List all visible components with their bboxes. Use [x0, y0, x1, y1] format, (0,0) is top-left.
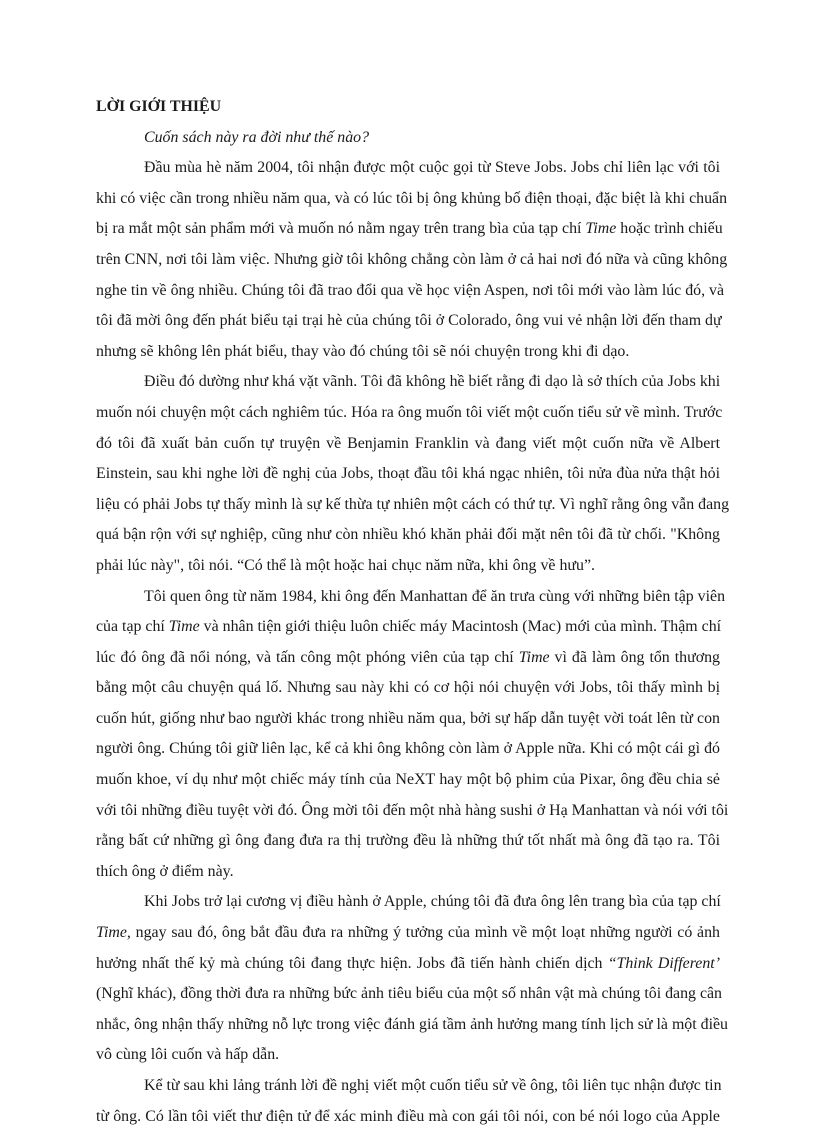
text-line: [96, 520, 720, 551]
text-run: vô cùng lôi cuốn và hấp dẫn.: [96, 1046, 280, 1064]
text-line: [96, 826, 720, 857]
text-run: bị ra mắt một sản phẩm mới và muốn nó nằm ngay trên trang bìa của tạp chí: [96, 220, 586, 238]
text-line: [96, 918, 720, 949]
text-run: liệu có phải Jobs tự thấy mình là sự kế thừa tự nhiên một cách có thứ tự. Vì nghĩ rằng ông vẫn đang: [96, 495, 730, 513]
text-run: nhưng sẽ không lên phát biểu, thay vào đó chúng tôi sẽ nói chuyện trong khi đi dạo.: [96, 342, 630, 360]
text-run: khi có việc cần trong nhiều năm qua, và có lúc tôi bị ông khủng bố điện thoại, đặc biệt là khi chuẩn: [96, 189, 728, 207]
text-line: [96, 796, 729, 827]
text-run: Tôi quen ông từ năm 1984, khi ông đến Manhattan để ăn trưa cùng với những biên tập viên: [144, 587, 726, 605]
text-line: [96, 765, 720, 796]
text-run: nghe tin về ông nhiều. Chúng tôi đã trao đổi qua về học viện Aspen, nơi tôi mới vào làm lúc đó, và: [96, 281, 725, 299]
text-run: rằng bất cứ những gì ông đang đưa ra thị trường đều là những thứ tốt nhất mà ông đã tạo ra. Tôi: [96, 832, 720, 850]
text-line: [96, 337, 720, 368]
chapter-heading: LỜI GIỚI THIỆU: [96, 98, 222, 115]
italic-text: Time: [518, 648, 550, 666]
text-run: Đầu mùa hè năm 2004, tôi nhận được một cuộc gọi từ Steve Jobs. Jobs chỉ liên lạc với tôi: [144, 159, 720, 177]
text-line: [96, 551, 720, 582]
text-run: bằng một câu chuyện quá lố. Nhưng sau này khi có cơ hội nói chuyện với Jobs, tôi thấy mình bị: [96, 679, 720, 697]
text-line: [96, 704, 720, 735]
text-run: đó tôi đã xuất bản cuốn tự truyện về Benjamin Franklin và đang viết một cuốn nữa về Albert: [96, 434, 720, 452]
text-line: [96, 612, 720, 643]
text-line: [96, 949, 720, 980]
text-run: tôi đã mời ông đến phát biểu tại trại hè của chúng tôi ở Colorado, ông vui vẻ nhận lời đến tham dự: [96, 312, 722, 330]
text-line: [96, 1010, 729, 1041]
chapter-subtitle: Cuốn sách này ra đời như thế nào?: [144, 128, 370, 146]
paragraph: [96, 887, 729, 1071]
text-line: [96, 398, 723, 429]
text-line: [96, 214, 723, 245]
text-run: quá bận rộn với sự nghiệp, cũng như còn nhiều khó khăn phải đối mặt nên tôi đã từ chối. "Không: [96, 526, 720, 544]
paragraph: [96, 582, 729, 888]
text-run: Khi Jobs trở lại cương vị điều hành ở Apple, chúng tôi đã đưa ông lên trang bìa của tạp chí: [144, 893, 721, 911]
text-run: Điều đó dường như khá vặt vãnh. Tôi đã không hề biết rằng đi dạo là sở thích của Jobs khi: [144, 373, 721, 391]
text-line: [96, 734, 720, 765]
text-run: hưởng nhất thế kỷ mà chúng tôi đang thực hiện. Jobs đã tiến hành chiến dịch: [96, 954, 608, 972]
text-line: [96, 184, 728, 215]
text-run: muốn khoe, ví dụ như một chiếc máy tính của NeXT hay một bộ phim của Pixar, ông đều chia sẻ: [96, 771, 720, 789]
body-text: [96, 153, 730, 1132]
text-run: và nhân tiện giới thiệu luôn chiếc máy Macintosh (Mac) mới của mình. Thậm chí: [199, 618, 722, 636]
text-run: vì đã làm ông tổn thương: [549, 648, 720, 666]
paragraph: [96, 153, 728, 367]
text-line: [96, 429, 720, 460]
text-line: [96, 153, 720, 184]
text-run: trên CNN, nơi tôi làm việc. Nhưng giờ tôi không chẳng còn làm ở cả hai nơi đó nữa và cũng không: [96, 250, 728, 268]
text-line: [96, 367, 720, 398]
text-run: từ ông. Có lần tôi viết thư điện tử để xác minh điều mà con gái tôi nói, con bé nói logo của Apple: [96, 1107, 720, 1125]
italic-text: Time,: [96, 924, 131, 942]
text-line: [96, 979, 723, 1010]
text-line: [96, 1040, 720, 1071]
text-run: cuốn hút, giống như bao người khác trong nhiều năm qua, bởi sự hấp dẫn tuyệt vời toát lên từ con: [96, 709, 720, 727]
text-line: [96, 673, 720, 704]
italic-text: Time: [168, 618, 200, 636]
text-run: thích ông ở điểm này.: [96, 862, 234, 880]
text-run: muốn nói chuyện một cách nghiêm túc. Hóa ra ông muốn tôi viết một cuốn tiểu sử về mình. Trước: [96, 403, 723, 421]
italic-text: “Think Different’: [607, 954, 720, 972]
text-run: của tạp chí: [96, 618, 169, 636]
paragraph: [96, 367, 730, 581]
document-page: [96, 92, 730, 1132]
text-run: lúc đó ông đã nổi nóng, và tấn công một phóng viên của tạp chí: [96, 648, 519, 666]
text-line: [96, 857, 720, 888]
text-line: [96, 1102, 720, 1132]
text-run: (Nghĩ khác), đồng thời đưa ra những bức ảnh tiêu biểu của một số nhân vật mà chúng tôi đang cân: [96, 985, 723, 1003]
text-line: [96, 582, 726, 613]
text-run: người ông. Chúng tôi giữ liên lạc, kể cả khi ông không còn làm ở Apple nữa. Khi có một cái gì đó: [96, 740, 720, 758]
text-line: [96, 459, 720, 490]
text-line: [96, 276, 725, 307]
text-line: [96, 1071, 720, 1102]
text-line: [96, 643, 720, 674]
text-run: ngay sau đó, ông bắt đầu đưa ra những ý tưởng của mình về một loạt những người có ảnh: [130, 924, 720, 942]
text-run: hoặc trình chiếu: [616, 220, 723, 238]
text-line: [96, 245, 728, 276]
text-line: [96, 490, 730, 521]
text-line: [96, 306, 720, 337]
text-run: Kể từ sau khi lảng tránh lời đề nghị viết một cuốn tiểu sử về ông, tôi liên tục nhận được tin: [144, 1077, 722, 1094]
italic-text: Time: [585, 220, 617, 238]
text-run: nhắc, ông nhận thấy những nỗ lực trong việc đánh giá tầm ảnh hưởng mang tính lịch sử là một điều: [96, 1015, 729, 1033]
text-run: Einstein, sau khi nghe lời đề nghị của Jobs, thoạt đầu tôi khá ngạc nhiên, tôi nửa đùa nửa thật hỏi: [96, 465, 720, 483]
text-run: phải lúc này", tôi nói. “Có thể là một hoặc hai chục năm nữa, khi ông về hưu”.: [96, 556, 595, 574]
text-run: với tôi những điều tuyệt vời đó. Ông mời tôi đến một nhà hàng sushi ở Hạ Manhattan và nói với tôi: [96, 801, 729, 819]
text-line: [96, 887, 720, 918]
